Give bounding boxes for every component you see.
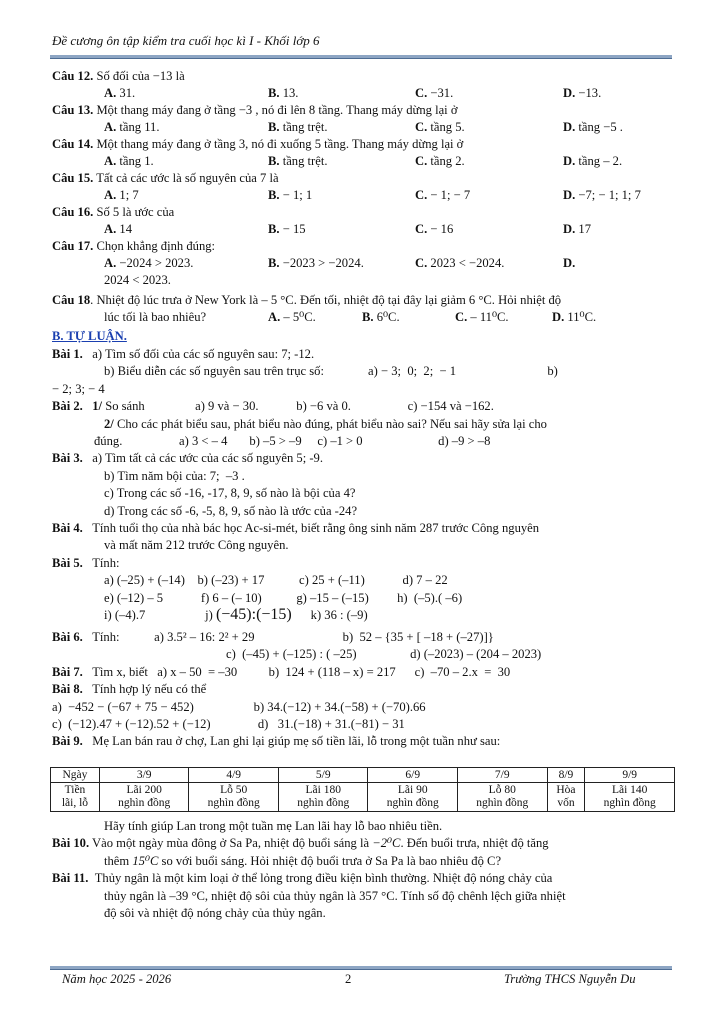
essay-line: b) Tìm năm bội của: 7; –3 .	[104, 468, 245, 483]
essay-line: 2/ Cho các phát biểu sau, phát biểu nào đúng, phát biểu nào sai? Nếu sai hãy sửa lại cho	[104, 416, 547, 431]
answer-option: D.	[563, 256, 576, 270]
answer-option: B. tầng trệt.	[268, 154, 328, 168]
table-header-cell: 4/9	[189, 768, 279, 783]
answer-option: B. − 1; 1	[268, 188, 313, 202]
question-stem: Câu 15. Tất cả các ước là số nguyên của 7 là	[52, 171, 279, 185]
answer-option: B. −2023 > −2024.	[268, 256, 364, 270]
essay-line: d) Trong các số -6, -5, 8, 9, số nào là ước của -24?	[104, 503, 358, 518]
essay-line: Bài 3. a) Tìm tất cả các ước của các số nguyên 5; -9.	[52, 451, 323, 466]
table-cell: Lãi 90 nghìn đồng	[368, 783, 458, 812]
essay-line: c) (−12).47 + (−12).52 + (−12) d) 31.(−18) + 31.(−81) − 31	[52, 717, 405, 731]
footer-year: Năm học 2025 - 2026	[62, 972, 172, 986]
answer-option: A. 31.	[104, 86, 136, 100]
footer-rule	[50, 966, 672, 970]
answer-option: A. tầng 1.	[104, 154, 154, 168]
table-cell: Lỗ 50 nghìn đồng	[189, 783, 279, 812]
essay-line: đúng. a) 3 < – 4 b) –5 > –9 c) –1 > 0 d) –9 > –8	[94, 434, 491, 448]
answer-option: A. 14	[104, 222, 132, 236]
answer-option: B. 13.	[268, 86, 299, 100]
question-stem: Câu 14. Một thang máy đang ở tầng 3, nó đi xuống 5 tầng. Thang máy dừng lại ở	[52, 137, 464, 151]
table-header-cell: 6/9	[368, 768, 458, 783]
essay-line: i) (–4).7 j) (−45):(−15) k) 36 : (–9)	[104, 606, 368, 623]
answer-option: C. − 1; − 7	[415, 188, 471, 202]
essay-line: Hãy tính giúp Lan trong một tuần mẹ Lan lãi hay lỗ bao nhiêu tiền.	[104, 819, 443, 833]
table-header-cell: 7/9	[458, 768, 548, 783]
answer-option: B. − 15	[268, 222, 306, 236]
page-number: 2	[345, 972, 352, 986]
answer-option: B. tầng trệt.	[268, 120, 328, 134]
profit-loss-table	[50, 767, 675, 812]
footer-school: Trường THCS Nguyễn Du	[504, 972, 636, 986]
answer-option: D. −13.	[563, 86, 602, 100]
answer-option: A. tầng 11.	[104, 120, 160, 134]
essay-line: Bài 8. Tính hợp lý nếu có thể	[52, 682, 207, 697]
header-rule	[50, 55, 672, 59]
answer-option: D. 17	[563, 222, 591, 236]
question-stem-continued: lúc tối là bao nhiêu?	[104, 310, 207, 324]
essay-line: Bài 5. Tính:	[52, 555, 120, 570]
answer-option: D. tầng −5 .	[563, 120, 623, 134]
essay-line: Bài 7. Tìm x, biết a) x – 50 = –30 b) 124 + (118 – x) = 217 c) –70 – 2.x = 30	[52, 664, 511, 679]
essay-line: c) (–45) + (–125) : ( –25) d) (–2023) – (204 – 2023)	[226, 647, 542, 662]
answer-option: D. −7; − 1; 1; 7	[563, 188, 641, 202]
table-header-cell: 9/9	[585, 768, 675, 783]
table-cell: Lãi 200 nghìn đồng	[99, 783, 189, 812]
essay-line: thêm 15⁰C so với buổi sáng. Hỏi nhiệt độ buổi trưa ở Sa Pa là bao nhiêu độ C?	[104, 853, 502, 868]
essay-line: e) (–12) – 5 f) 6 – (– 10) g) –15 – (–15) h) (–5).( –6)	[104, 590, 463, 605]
essay-line: c) Trong các số -16, -17, 8, 9, số nào là bội của 4?	[104, 486, 356, 501]
essay-line: Bài 6. Tính: a) 3.5² – 16: 2² + 29 b) 52 – {35 + [ –18 + (–27)]}	[52, 630, 494, 644]
answer-option: B. 6⁰C.	[362, 310, 400, 324]
question-stem: Câu 13. Một thang máy đang ở tầng −3 , nó đi lên 8 tầng. Thang máy dừng lại ở	[52, 103, 458, 117]
essay-line: − 2; 3; − 4	[52, 381, 105, 396]
essay-line: Bài 1. a) Tìm số đối của các số nguyên sau: 7; -12.	[52, 347, 315, 361]
answer-option-continued: 2024 < 2023.	[104, 273, 171, 287]
table-header-cell: 5/9	[278, 768, 368, 783]
answer-option: A. 1; 7	[104, 188, 139, 202]
table-header-cell: 3/9	[99, 768, 189, 783]
essay-line: độ sôi và nhiệt độ nóng chảy của thủy ngân.	[104, 906, 326, 920]
answer-option: D. tầng – 2.	[563, 154, 623, 168]
essay-line: Bài 10. Vào một ngày mùa đông ở Sa Pa, nhiệt độ buổi sáng là −2⁰C. Đến buổi trưa, nhiệt độ tăng	[52, 836, 549, 851]
answer-option: A. −2024 > 2023.	[104, 256, 194, 270]
essay-line: Bài 4. Tính tuổi thọ của nhà bác học Ac-si-mét, biết rằng ông sinh năm 287 trước Công nguyên	[52, 521, 540, 535]
section-title: B. TỰ LUẬN.	[52, 329, 127, 343]
essay-line: và mất năm 212 trước Công nguyên.	[104, 538, 289, 553]
table-header-cell: Ngày	[51, 768, 100, 783]
question-stem: Câu 17. Chọn khẳng định đúng:	[52, 239, 216, 253]
answer-option: D. 11⁰C.	[552, 310, 597, 324]
answer-option: C. 2023 < −2024.	[415, 256, 505, 270]
question-stem: Câu 18. Nhiệt độ lúc trưa ở New York là – 5 °C. Đến tối, nhiệt độ tại đây lại giảm 6 °C. Hỏi nhiệt độ	[52, 293, 562, 307]
answer-option: C. – 11⁰C.	[455, 310, 509, 324]
table-cell: Lãi 180 nghìn đồng	[278, 783, 368, 812]
essay-line: thủy ngân là –39 °C, nhiệt độ sôi của thủy ngân là 357 °C. Tính số độ chênh lệch giữa nhiệt	[104, 888, 566, 903]
page-header: Đề cương ôn tập kiểm tra cuối học kì I - Khối lớp 6	[52, 33, 320, 48]
question-stem: Câu 12. Số đối của −13 là	[52, 69, 185, 83]
answer-option: A. – 5⁰C.	[268, 310, 316, 324]
table-cell: Lỗ 80 nghìn đồng	[458, 783, 548, 812]
question-stem: Câu 16. Số 5 là ước của	[52, 205, 175, 219]
answer-option: C. − 16	[415, 222, 454, 236]
answer-option: C. tầng 5.	[415, 120, 465, 134]
essay-line: Bài 9. Mẹ Lan bán rau ở chợ, Lan ghi lại giúp mẹ số tiền lãi, lỗ trong một tuần như sau:	[52, 734, 501, 749]
answer-option: C. tầng 2.	[415, 154, 465, 168]
table-cell: Lãi 140 nghìn đồng	[585, 783, 675, 812]
table-cell: Hòa vốn	[547, 783, 585, 812]
essay-line: b) Biểu diễn các số nguyên sau trên trục số: a) − 3; 0; 2; − 1 b)	[104, 364, 558, 379]
essay-line: a) −452 − (−67 + 75 − 452) b) 34.(−12) + 34.(−58) + (−70).66	[52, 699, 426, 714]
table-row-label: Tiền lãi, lỗ	[51, 783, 100, 812]
essay-line: a) (–25) + (–14) b) (–23) + 17 c) 25 + (–11) d) 7 – 22	[104, 573, 448, 588]
table-header-cell: 8/9	[547, 768, 585, 783]
answer-option: C. −31.	[415, 86, 454, 100]
essay-line: Bài 11. Thủy ngân là một kim loại ở thể lỏng trong điều kiện bình thường. Nhiệt độ nóng chảy của	[52, 871, 553, 886]
essay-line: Bài 2. 1/ So sánh a) 9 và − 30. b) −6 và 0. c) −154 và −162.	[52, 399, 494, 414]
